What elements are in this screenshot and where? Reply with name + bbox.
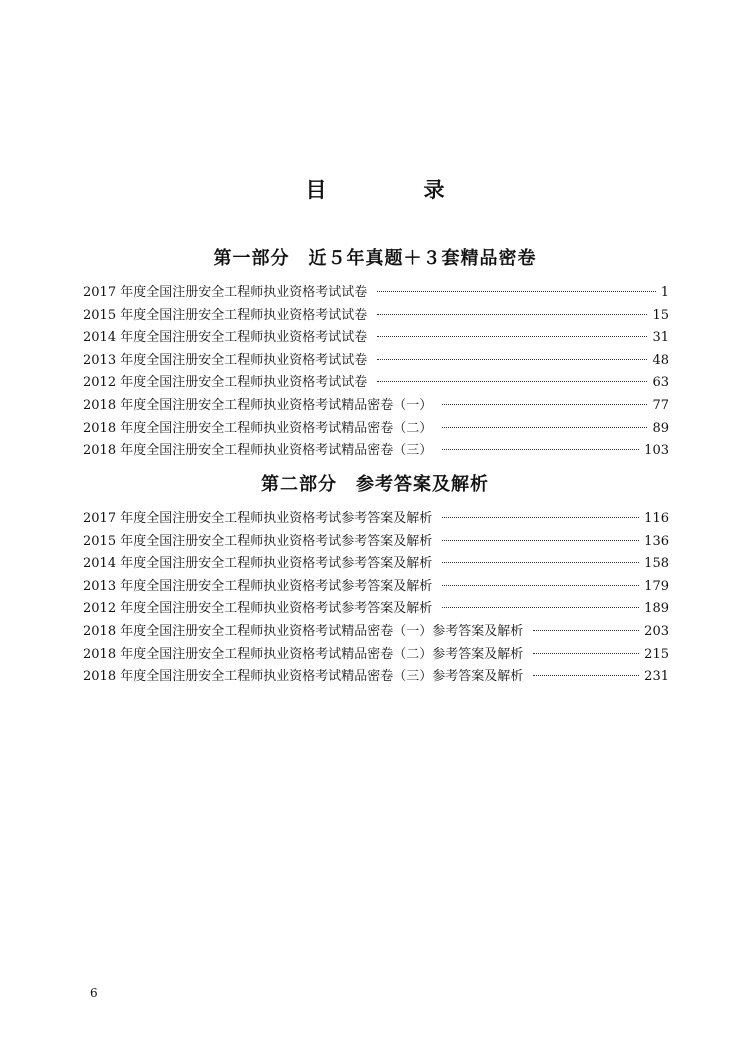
- toc-entry[interactable]: [83, 575, 669, 598]
- toc-entry-title: 2018 年度全国注册安全工程师执业资格考试精品密卷（三）: [83, 443, 433, 459]
- toc-entry[interactable]: [83, 552, 669, 575]
- dot-leader: [377, 381, 647, 382]
- dot-leader: [377, 314, 647, 315]
- toc-entry-page: 77: [652, 397, 669, 413]
- toc-entry-title: 2012 年度全国注册安全工程师执业资格考试参考答案及解析: [83, 601, 433, 617]
- toc-entry-page: 203: [644, 623, 669, 639]
- toc-entry[interactable]: [83, 530, 669, 553]
- toc-entry[interactable]: [83, 507, 669, 530]
- toc-entry-page: 31: [652, 330, 669, 346]
- toc-entry-page: 15: [652, 307, 669, 323]
- dot-leader: [442, 607, 639, 608]
- dot-leader: [442, 517, 639, 518]
- toc-entry-title: 2013 年度全国注册安全工程师执业资格考试试卷: [83, 352, 368, 368]
- toc-entry[interactable]: [83, 304, 669, 327]
- toc-entry[interactable]: [83, 620, 669, 643]
- toc-entry-title: 2014 年度全国注册安全工程师执业资格考试参考答案及解析: [83, 556, 433, 572]
- toc-entry-title: 2013 年度全国注册安全工程师执业资格考试参考答案及解析: [83, 578, 433, 594]
- toc-entry[interactable]: [83, 371, 669, 394]
- toc-entry[interactable]: [83, 665, 669, 688]
- dot-leader: [377, 336, 647, 337]
- toc-entry-title: 2017 年度全国注册安全工程师执业资格考试参考答案及解析: [83, 511, 433, 526]
- toc-entry-title: 2012 年度全国注册安全工程师执业资格考试试卷: [83, 375, 368, 391]
- toc-entry-page: 1: [660, 285, 669, 300]
- dot-leader: [442, 585, 639, 586]
- dot-leader: [442, 562, 639, 563]
- toc-entry[interactable]: [83, 597, 669, 620]
- toc-entry[interactable]: [83, 439, 669, 462]
- page-title: 目 录: [305, 177, 483, 202]
- page-number: 6: [90, 986, 98, 1000]
- toc-entry-page: 48: [652, 352, 669, 368]
- dot-leader: [377, 291, 656, 292]
- toc-entry[interactable]: [83, 643, 669, 666]
- toc-entry-title: 2018 年度全国注册安全工程师执业资格考试精品密卷（二）: [83, 420, 433, 436]
- toc-entry[interactable]: [83, 417, 669, 440]
- part1-toc-list: [83, 281, 669, 462]
- toc-entry-title: 2014 年度全国注册安全工程师执业资格考试试卷: [83, 330, 368, 346]
- toc-entry-page: 189: [644, 601, 669, 617]
- dot-leader: [442, 540, 639, 541]
- part2-heading: 第二部分 参考答案及解析: [261, 474, 489, 495]
- toc-entry-page: 215: [644, 646, 669, 662]
- dot-leader: [442, 404, 647, 405]
- part1-heading: 第一部分 近５年真题＋３套精品密卷: [213, 248, 537, 269]
- toc-entry-page: 179: [644, 578, 669, 594]
- toc-entry[interactable]: [83, 326, 669, 349]
- dot-leader: [377, 359, 647, 360]
- toc-entry-page: 116: [644, 511, 669, 526]
- toc-entry-page: 89: [652, 420, 669, 436]
- toc-entry-title: 2017 年度全国注册安全工程师执业资格考试试卷: [83, 285, 368, 300]
- toc-entry-page: 231: [644, 669, 669, 685]
- part2-toc-list: [83, 507, 669, 688]
- toc-entry-title: 2018 年度全国注册安全工程师执业资格考试精品密卷（一）: [83, 397, 433, 413]
- toc-entry[interactable]: [83, 394, 669, 417]
- dot-leader: [442, 449, 639, 450]
- toc-entry[interactable]: [83, 349, 669, 372]
- toc-entry-page: 136: [644, 533, 669, 549]
- dot-leader: [533, 653, 639, 654]
- dot-leader: [533, 675, 639, 676]
- toc-entry-page: 103: [644, 443, 669, 459]
- toc-entry-title: 2018 年度全国注册安全工程师执业资格考试精品密卷（三）参考答案及解析: [83, 669, 524, 685]
- toc-entry-title: 2018 年度全国注册安全工程师执业资格考试精品密卷（二）参考答案及解析: [83, 646, 524, 662]
- toc-entry-page: 63: [652, 375, 669, 391]
- dot-leader: [442, 427, 647, 428]
- dot-leader: [533, 630, 639, 631]
- toc-entry[interactable]: [83, 281, 669, 304]
- toc-entry-page: 158: [644, 556, 669, 572]
- toc-entry-title: 2015 年度全国注册安全工程师执业资格考试参考答案及解析: [83, 533, 433, 549]
- toc-entry-title: 2018 年度全国注册安全工程师执业资格考试精品密卷（一）参考答案及解析: [83, 623, 524, 639]
- toc-entry-title: 2015 年度全国注册安全工程师执业资格考试试卷: [83, 307, 368, 323]
